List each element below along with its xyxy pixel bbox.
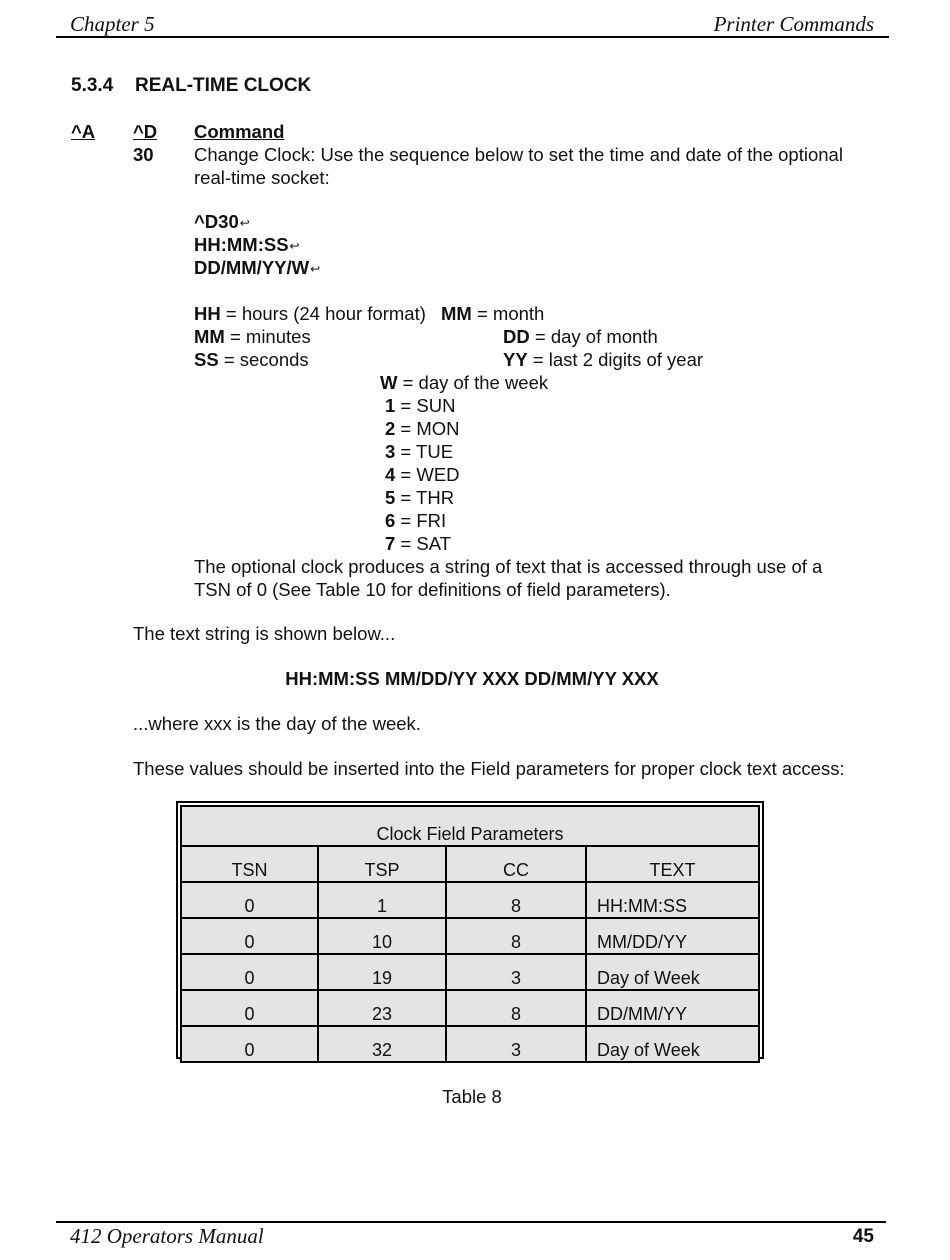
table-cell: MM/DD/YY (586, 918, 759, 954)
weekday-item: 6 = FRI (385, 510, 447, 531)
table-cell: 3 (446, 954, 586, 990)
definition-seconds: SS = seconds (194, 349, 309, 370)
column-a-heading: ^A (71, 121, 96, 142)
table-cell: 19 (318, 954, 446, 990)
table-cell: 23 (318, 990, 446, 1026)
string-intro: The text string is shown below... (133, 623, 396, 644)
section-header-label: Printer Commands (713, 12, 874, 36)
chapter-label: Chapter 5 (70, 12, 155, 36)
column-d-heading: ^D (133, 121, 158, 142)
table-row (181, 990, 759, 1026)
definition-year: YY = last 2 digits of year (503, 349, 704, 370)
weekday-item: 2 = MON (385, 418, 460, 439)
section-title: REAL-TIME CLOCK (135, 75, 312, 96)
table-cell: 8 (446, 918, 586, 954)
table-row (181, 918, 759, 954)
page-number: 45 (852, 1226, 874, 1247)
command-description-line1: Change Clock: Use the sequence below to set the time and date of the optional (194, 144, 843, 165)
table-cell: HH:MM:SS (586, 882, 759, 918)
manual-title: 412 Operators Manual (70, 1224, 264, 1248)
weekday-item: 3 = TUE (385, 441, 454, 462)
table-cell: 0 (181, 954, 318, 990)
definition-weekday: W = day of the week (380, 372, 549, 393)
command-code: 30 (133, 144, 154, 165)
table-row (181, 882, 759, 918)
column-command-heading: Command (194, 121, 285, 142)
optional-clock-line2: TSN of 0 (See Table 10 for definitions of field parameters). (194, 579, 671, 600)
table-caption: Table 8 (442, 1086, 502, 1107)
sequence-text: ^D30 (194, 211, 239, 232)
clock-field-parameters-table (176, 801, 764, 1059)
sequence-text: DD/MM/YY/W (194, 257, 310, 278)
table-cell: 0 (181, 882, 318, 918)
table-cell: 8 (446, 882, 586, 918)
table-row (181, 954, 759, 990)
table-cell: 32 (318, 1026, 446, 1062)
return-icon: ↩ (289, 239, 300, 253)
table-cell: 10 (318, 918, 446, 954)
table-cell: Day of Week (586, 954, 759, 990)
column-header: TEXT (586, 846, 759, 882)
definition-hh: HH = hours (24 hour format) (194, 303, 426, 324)
table-title: Clock Field Parameters (181, 806, 759, 846)
string-format: HH:MM:SS MM/DD/YY XXX DD/MM/YY XXX (285, 668, 659, 689)
return-icon: ↩ (310, 262, 321, 276)
definition-month: MM = month (441, 303, 545, 324)
table-cell: 1 (318, 882, 446, 918)
column-header: TSP (318, 846, 446, 882)
command-description-line2: real-time socket: (194, 167, 330, 188)
sequence-line-2 (194, 234, 300, 256)
table-header-row (181, 846, 759, 882)
return-icon: ↩ (239, 216, 250, 230)
definition-day-of-month: DD = day of month (503, 326, 658, 347)
sequence-line-1 (194, 211, 250, 233)
sequence-text: HH:MM:SS (194, 234, 289, 255)
table-cell: 0 (181, 918, 318, 954)
weekday-item: 4 = WED (385, 464, 460, 485)
table-cell: 0 (181, 1026, 318, 1062)
header-rule (56, 36, 889, 38)
where-text: ...where xxx is the day of the week. (133, 713, 421, 734)
weekday-item: 1 = SUN (385, 395, 456, 416)
table-cell: 8 (446, 990, 586, 1026)
footer-rule (56, 1221, 886, 1223)
column-header: TSN (181, 846, 318, 882)
definition-minutes: MM = minutes (194, 326, 311, 347)
weekday-item: 7 = SAT (385, 533, 451, 554)
table-cell: DD/MM/YY (586, 990, 759, 1026)
table-cell: Day of Week (586, 1026, 759, 1062)
section-number: 5.3.4 (71, 75, 114, 96)
table-row (181, 1026, 759, 1062)
weekday-item: 5 = THR (385, 487, 455, 508)
values-text: These values should be inserted into the Field parameters for proper clock text access: (133, 758, 845, 779)
table-cell: 0 (181, 990, 318, 1026)
optional-clock-line1: The optional clock produces a string of text that is accessed through use of a (194, 556, 823, 577)
sequence-line-3 (194, 257, 320, 279)
column-header: CC (446, 846, 586, 882)
table-cell: 3 (446, 1026, 586, 1062)
